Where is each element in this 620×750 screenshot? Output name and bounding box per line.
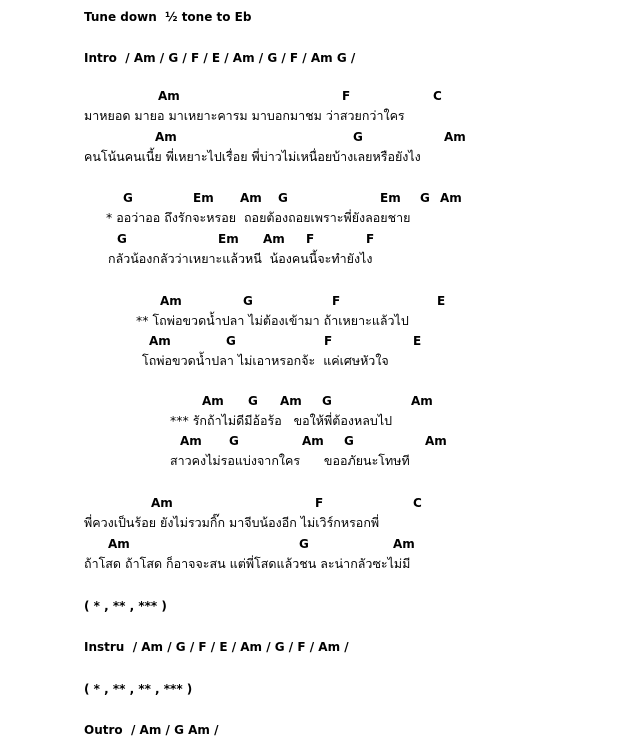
chord: Am bbox=[149, 334, 171, 348]
lyric-line: *** รักถ้าไม่ดีมีอ้อร้อ ขอให้พี่ต้องหลบไป bbox=[170, 413, 393, 428]
chord: G bbox=[123, 191, 133, 205]
chord: G bbox=[353, 130, 363, 144]
chord: F bbox=[332, 294, 341, 308]
instru-line: Instru / Am / G / F / E / Am / G / F / Am / bbox=[84, 640, 349, 654]
chord: Am bbox=[440, 191, 462, 205]
chord: G bbox=[344, 434, 354, 448]
chord: Am bbox=[155, 130, 177, 144]
outro-line: Outro / Am / G Am / bbox=[84, 723, 219, 737]
repeat-marker: ( * , ** , ** , *** ) bbox=[84, 682, 193, 696]
lyric-line: โถพ่อขวดน้ำปลา ไม่เอาหรอกจ้ะ แค่เศษหัวใจ bbox=[142, 353, 389, 368]
lyric-line: กลัวน้องกลัวว่าเหยาะแล้วหนี น้องคนนี้จะทำยังไง bbox=[108, 251, 373, 266]
chord: C bbox=[433, 89, 442, 103]
chord: F bbox=[306, 232, 315, 246]
repeat-marker: ( * , ** , *** ) bbox=[84, 599, 167, 613]
chord: G bbox=[226, 334, 236, 348]
chord: C bbox=[413, 496, 422, 510]
chord: Am bbox=[411, 394, 433, 408]
chord: G bbox=[322, 394, 332, 408]
chord: Am bbox=[393, 537, 415, 551]
chord: E bbox=[437, 294, 446, 308]
chord: G bbox=[278, 191, 288, 205]
chord: Em bbox=[218, 232, 239, 246]
lyric-line: ถ้าโสด ถ้าโสด ก็อาจจะสน แต่พี่โสดแล้วชน ละน่ากลัวซะไม่มี bbox=[84, 556, 411, 571]
intro-line: Intro / Am / G / F / E / Am / G / F / Am G / bbox=[84, 51, 356, 65]
chord: Am bbox=[444, 130, 466, 144]
chord: F bbox=[324, 334, 333, 348]
lyric-line: พี่ควงเป็นร้อย ยังไม่รวมกิ๊ก มาจีบน้องอีก ไม่เวิร์กหรอกพี่ bbox=[84, 515, 380, 530]
chord: Am bbox=[302, 434, 324, 448]
chord: Am bbox=[108, 537, 130, 551]
chord: Em bbox=[380, 191, 401, 205]
chord: Em bbox=[193, 191, 214, 205]
chord: G bbox=[420, 191, 430, 205]
chord: G bbox=[229, 434, 239, 448]
chord: Am bbox=[180, 434, 202, 448]
chord: G bbox=[243, 294, 253, 308]
chord: Am bbox=[158, 89, 180, 103]
chord: Am bbox=[151, 496, 173, 510]
chord: Am bbox=[263, 232, 285, 246]
lyric-line: ** โถพ่อขวดน้ำปลา ไม่ต้องเข้ามา ถ้าเหยาะแล้วไป bbox=[136, 313, 409, 328]
chord: F bbox=[315, 496, 324, 510]
chord: G bbox=[248, 394, 258, 408]
chord: F bbox=[342, 89, 351, 103]
lyric-line: มาหยอด มายอ มาเหยาะคารม มาบอกมาชม ว่าสวยกว่าใคร bbox=[84, 108, 405, 123]
chord: Am bbox=[160, 294, 182, 308]
chord: Am bbox=[280, 394, 302, 408]
chord: Am bbox=[425, 434, 447, 448]
tuning-note: Tune down ½ tone to Eb bbox=[84, 10, 252, 24]
chord: Am bbox=[240, 191, 262, 205]
chord: G bbox=[299, 537, 309, 551]
lyric-line: * ออว่าออ ถึงรักจะหรอย ถอยต้องถอยเพราะพี่ยังลอยชาย bbox=[106, 210, 411, 225]
chord: G bbox=[117, 232, 127, 246]
lyric-line: คนโน้นคนเนี้ย พี่เหยาะไปเรื่อย พี่บ่าวไม่เหนื่อยบ้างเลยหรือยังไง bbox=[84, 149, 421, 164]
chord: F bbox=[366, 232, 375, 246]
chord: E bbox=[413, 334, 422, 348]
lyric-line: สาวคงไม่รอแบ่งจากใคร ขออภัยนะโทษที bbox=[170, 453, 410, 468]
chord: Am bbox=[202, 394, 224, 408]
